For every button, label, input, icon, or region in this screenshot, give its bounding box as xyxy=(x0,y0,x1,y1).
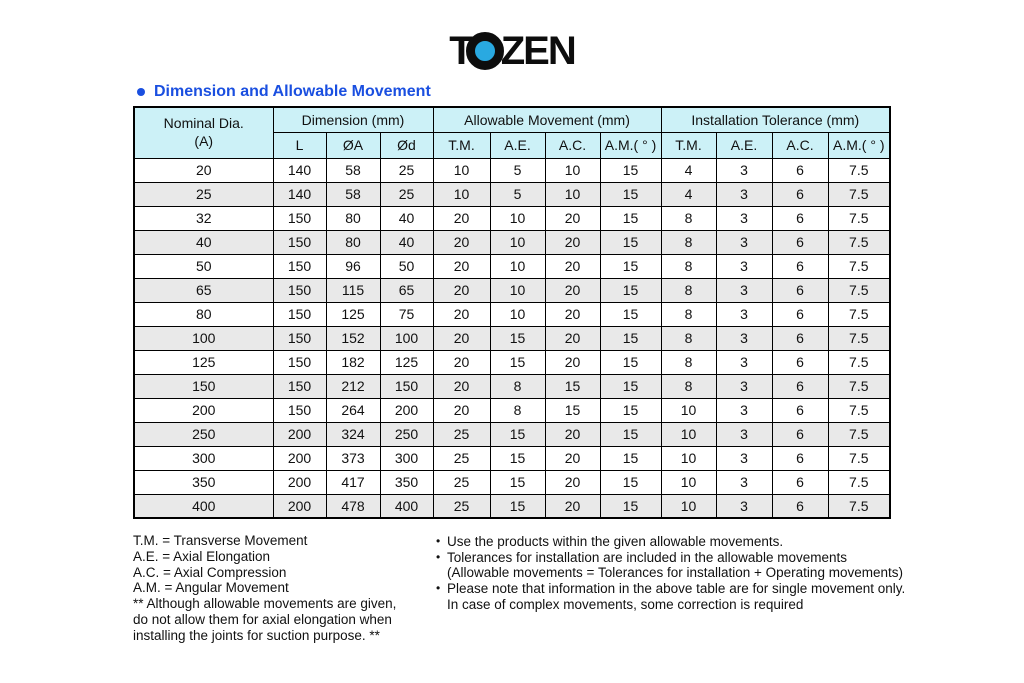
table-cell: 4 xyxy=(661,158,716,182)
table-cell: 20 xyxy=(545,494,600,518)
legend-line: A.C. = Axial Compression xyxy=(133,564,287,580)
table-row xyxy=(134,422,890,446)
legend-notes xyxy=(133,533,433,644)
table-cell: 6 xyxy=(772,374,828,398)
nominal-cell: 20 xyxy=(134,158,273,182)
table-cell: 6 xyxy=(772,350,828,374)
table-cell: 10 xyxy=(490,254,545,278)
table-cell: 152 xyxy=(326,326,380,350)
table-cell: 125 xyxy=(380,350,433,374)
table-row xyxy=(134,182,890,206)
table-cell: 3 xyxy=(716,326,772,350)
nominal-cell: 400 xyxy=(134,494,273,518)
table-cell: 40 xyxy=(380,206,433,230)
table-cell: 7.5 xyxy=(828,422,890,446)
table-cell: 15 xyxy=(600,254,661,278)
table-cell: 80 xyxy=(326,230,380,254)
table-cell: 140 xyxy=(273,158,326,182)
usage-text: Use the products within the given allowable movements. xyxy=(447,534,784,549)
table-cell: 20 xyxy=(545,206,600,230)
table-cell: 10 xyxy=(490,206,545,230)
table-cell: 7.5 xyxy=(828,206,890,230)
tozen-logo xyxy=(0,28,1024,74)
table-cell: 20 xyxy=(545,278,600,302)
table-cell: 20 xyxy=(433,278,490,302)
sub-header-cell: A.E. xyxy=(490,132,545,158)
legend-line: A.E. = Axial Elongation xyxy=(133,548,270,564)
usage-text: In case of complex movements, some correction is required xyxy=(447,596,804,612)
table-cell: 15 xyxy=(490,350,545,374)
table-row xyxy=(134,206,890,230)
table-cell: 100 xyxy=(380,326,433,350)
table-cell: 150 xyxy=(273,326,326,350)
table-row xyxy=(134,398,890,422)
sub-header-cell: T.M. xyxy=(433,132,490,158)
table-cell: 20 xyxy=(433,254,490,278)
table-cell: 20 xyxy=(433,302,490,326)
table-cell: 140 xyxy=(273,182,326,206)
sub-header-cell: A.E. xyxy=(716,132,772,158)
table-cell: 6 xyxy=(772,278,828,302)
table-cell: 7.5 xyxy=(828,446,890,470)
usage-text: (Allowable movements = Tolerances for installation + Operating movements) xyxy=(447,565,903,581)
table-cell: 58 xyxy=(326,158,380,182)
table-cell: 25 xyxy=(433,446,490,470)
col-header-nominal: Nominal Dia. (A) xyxy=(134,107,273,158)
nominal-cell: 250 xyxy=(134,422,273,446)
table-cell: 200 xyxy=(273,470,326,494)
table-cell: 20 xyxy=(433,206,490,230)
table-cell: 150 xyxy=(273,398,326,422)
table-cell: 15 xyxy=(600,494,661,518)
sub-header-cell: A.C. xyxy=(772,132,828,158)
table-cell: 25 xyxy=(380,158,433,182)
group-header-cell: Dimension (mm) xyxy=(273,107,433,132)
usage-notes xyxy=(436,534,996,613)
table-cell: 6 xyxy=(772,398,828,422)
table-cell: 15 xyxy=(600,398,661,422)
table-cell: 15 xyxy=(600,182,661,206)
table-cell: 4 xyxy=(661,182,716,206)
table-cell: 20 xyxy=(433,230,490,254)
table-cell: 8 xyxy=(490,398,545,422)
table-cell: 200 xyxy=(273,494,326,518)
table-cell: 10 xyxy=(433,182,490,206)
table-cell: 7.5 xyxy=(828,254,890,278)
table-cell: 25 xyxy=(433,494,490,518)
table-cell: 20 xyxy=(545,302,600,326)
legend-line: do not allow them for axial elongation when xyxy=(133,611,392,627)
table-cell: 3 xyxy=(716,494,772,518)
table-cell: 3 xyxy=(716,254,772,278)
table-cell: 7.5 xyxy=(828,470,890,494)
table-cell: 10 xyxy=(661,494,716,518)
table-cell: 8 xyxy=(661,302,716,326)
nominal-cell: 300 xyxy=(134,446,273,470)
table-cell: 7.5 xyxy=(828,182,890,206)
table-cell: 6 xyxy=(772,494,828,518)
nominal-cell: 65 xyxy=(134,278,273,302)
table-cell: 6 xyxy=(772,230,828,254)
table-cell: 10 xyxy=(545,182,600,206)
table-cell: 15 xyxy=(600,422,661,446)
usage-line xyxy=(436,534,996,550)
table-cell: 150 xyxy=(273,350,326,374)
table-cell: 478 xyxy=(326,494,380,518)
legend-line: installing the joints for suction purpose. ** xyxy=(133,627,380,643)
nominal-cell: 40 xyxy=(134,230,273,254)
table-cell: 7.5 xyxy=(828,326,890,350)
table-cell: 7.5 xyxy=(828,398,890,422)
table-cell: 8 xyxy=(661,254,716,278)
table-cell: 10 xyxy=(433,158,490,182)
table-cell: 7.5 xyxy=(828,494,890,518)
table-row xyxy=(134,470,890,494)
table-cell: 3 xyxy=(716,374,772,398)
table-cell: 182 xyxy=(326,350,380,374)
table-cell: 7.5 xyxy=(828,230,890,254)
table-cell: 58 xyxy=(326,182,380,206)
table-cell: 200 xyxy=(380,398,433,422)
logo-letter-t: T xyxy=(449,29,472,73)
nominal-cell: 100 xyxy=(134,326,273,350)
table-cell: 7.5 xyxy=(828,374,890,398)
sub-header-cell: A.M.( ° ) xyxy=(600,132,661,158)
table-cell: 50 xyxy=(380,254,433,278)
table-cell: 150 xyxy=(273,254,326,278)
sub-header-cell: L xyxy=(273,132,326,158)
table-cell: 10 xyxy=(490,278,545,302)
sub-header-cell: A.C. xyxy=(545,132,600,158)
table-cell: 25 xyxy=(433,470,490,494)
table-cell: 15 xyxy=(600,326,661,350)
table-cell: 6 xyxy=(772,206,828,230)
table-cell: 400 xyxy=(380,494,433,518)
table-cell: 8 xyxy=(490,374,545,398)
legend-line: ** Although allowable movements are given, xyxy=(133,596,397,612)
table-cell: 80 xyxy=(326,206,380,230)
table-cell: 15 xyxy=(490,470,545,494)
table-cell: 3 xyxy=(716,230,772,254)
table-cell: 6 xyxy=(772,302,828,326)
table-cell: 8 xyxy=(661,230,716,254)
table-cell: 6 xyxy=(772,422,828,446)
table-cell: 150 xyxy=(273,278,326,302)
section-title: Dimension and Allowable Movement xyxy=(154,83,431,100)
section-heading xyxy=(137,83,431,101)
table-cell: 15 xyxy=(600,158,661,182)
nominal-cell: 350 xyxy=(134,470,273,494)
table-cell: 25 xyxy=(380,182,433,206)
table-cell: 6 xyxy=(772,326,828,350)
table-cell: 3 xyxy=(716,446,772,470)
table-cell: 96 xyxy=(326,254,380,278)
table-cell: 3 xyxy=(716,470,772,494)
table-cell: 15 xyxy=(490,446,545,470)
table-cell: 150 xyxy=(273,230,326,254)
bullet-icon xyxy=(137,88,145,96)
table-cell: 125 xyxy=(326,302,380,326)
table-cell: 3 xyxy=(716,422,772,446)
table-cell: 3 xyxy=(716,206,772,230)
table-cell: 15 xyxy=(545,398,600,422)
table-cell: 324 xyxy=(326,422,380,446)
table-cell: 5 xyxy=(490,182,545,206)
sub-header-cell: Ød xyxy=(380,132,433,158)
table-cell: 212 xyxy=(326,374,380,398)
table-cell: 15 xyxy=(490,422,545,446)
table-cell: 20 xyxy=(545,422,600,446)
table-cell: 6 xyxy=(772,254,828,278)
table-cell: 15 xyxy=(600,446,661,470)
table-cell: 20 xyxy=(545,230,600,254)
table-cell: 8 xyxy=(661,374,716,398)
table-cell: 20 xyxy=(433,350,490,374)
table-cell: 15 xyxy=(600,230,661,254)
usage-text: Tolerances for installation are included in the allowable movements xyxy=(447,549,847,565)
table-cell: 20 xyxy=(545,350,600,374)
nominal-cell: 150 xyxy=(134,374,273,398)
table-body xyxy=(134,158,890,518)
usage-line xyxy=(436,597,996,613)
table-cell: 7.5 xyxy=(828,278,890,302)
sub-header-cell: A.M.( ° ) xyxy=(828,132,890,158)
table-row xyxy=(134,350,890,374)
table-cell: 3 xyxy=(716,398,772,422)
table-cell: 6 xyxy=(772,182,828,206)
sub-header-cell: ØA xyxy=(326,132,380,158)
table-cell: 20 xyxy=(545,470,600,494)
table-cell: 10 xyxy=(490,230,545,254)
table-header xyxy=(134,107,890,158)
table-cell: 115 xyxy=(326,278,380,302)
table-cell: 6 xyxy=(772,446,828,470)
bullet-icon: • xyxy=(436,581,441,596)
table-row xyxy=(134,158,890,182)
table-cell: 150 xyxy=(273,206,326,230)
table-cell: 5 xyxy=(490,158,545,182)
table-cell: 25 xyxy=(433,422,490,446)
table-cell: 10 xyxy=(545,158,600,182)
table-row xyxy=(134,302,890,326)
table-cell: 8 xyxy=(661,326,716,350)
table-cell: 40 xyxy=(380,230,433,254)
nominal-cell: 125 xyxy=(134,350,273,374)
table-cell: 3 xyxy=(716,278,772,302)
table-cell: 15 xyxy=(600,302,661,326)
table-row xyxy=(134,374,890,398)
group-header-cell: Installation Tolerance (mm) xyxy=(661,107,890,132)
table-cell: 3 xyxy=(716,182,772,206)
table-cell: 75 xyxy=(380,302,433,326)
bullet-icon: • xyxy=(436,534,441,548)
legend-line: T.M. = Transverse Movement xyxy=(133,533,308,548)
table-cell: 15 xyxy=(490,326,545,350)
table-cell: 150 xyxy=(273,302,326,326)
table-cell: 8 xyxy=(661,278,716,302)
table-cell: 373 xyxy=(326,446,380,470)
table-cell: 264 xyxy=(326,398,380,422)
nominal-cell: 25 xyxy=(134,182,273,206)
table-row xyxy=(134,446,890,470)
table-cell: 15 xyxy=(600,374,661,398)
table-cell: 20 xyxy=(545,326,600,350)
table-cell: 3 xyxy=(716,350,772,374)
table-cell: 20 xyxy=(545,254,600,278)
table-cell: 15 xyxy=(600,350,661,374)
legend-line: A.M. = Angular Movement xyxy=(133,580,289,596)
table-cell: 15 xyxy=(600,206,661,230)
table-cell: 10 xyxy=(490,302,545,326)
table-cell: 20 xyxy=(545,446,600,470)
bullet-icon: • xyxy=(436,549,441,564)
usage-line xyxy=(436,581,996,597)
table-cell: 65 xyxy=(380,278,433,302)
table-cell: 350 xyxy=(380,470,433,494)
table-cell: 10 xyxy=(661,422,716,446)
table-cell: 200 xyxy=(273,446,326,470)
logo-letters-zen: ZEN xyxy=(500,29,575,73)
table-cell: 15 xyxy=(600,470,661,494)
usage-text: Please note that information in the above table are for single movement only. xyxy=(447,581,906,597)
table-cell: 20 xyxy=(433,326,490,350)
table-cell: 10 xyxy=(661,446,716,470)
table-cell: 3 xyxy=(716,158,772,182)
table-cell: 150 xyxy=(273,374,326,398)
table-row xyxy=(134,230,890,254)
table-cell: 8 xyxy=(661,206,716,230)
table-cell: 20 xyxy=(433,398,490,422)
table-cell: 7.5 xyxy=(828,302,890,326)
table-cell: 200 xyxy=(273,422,326,446)
table-cell: 15 xyxy=(490,494,545,518)
table-cell: 3 xyxy=(716,302,772,326)
table-cell: 10 xyxy=(661,398,716,422)
table-row xyxy=(134,326,890,350)
nominal-cell: 50 xyxy=(134,254,273,278)
table-row xyxy=(134,494,890,518)
nominal-cell: 200 xyxy=(134,398,273,422)
table-cell: 6 xyxy=(772,158,828,182)
table-cell: 250 xyxy=(380,422,433,446)
sub-header-cell: T.M. xyxy=(661,132,716,158)
table-cell: 7.5 xyxy=(828,158,890,182)
dimension-table xyxy=(133,106,891,519)
table-row xyxy=(134,278,890,302)
table-cell: 20 xyxy=(433,374,490,398)
table-row xyxy=(134,254,890,278)
table-cell: 15 xyxy=(545,374,600,398)
table-cell: 7.5 xyxy=(828,350,890,374)
table-cell: 6 xyxy=(772,470,828,494)
usage-line xyxy=(436,550,996,566)
table-cell: 417 xyxy=(326,470,380,494)
group-header-cell: Allowable Movement (mm) xyxy=(433,107,661,132)
table-cell: 15 xyxy=(600,278,661,302)
table-cell: 8 xyxy=(661,350,716,374)
usage-line xyxy=(436,565,996,581)
nominal-cell: 80 xyxy=(134,302,273,326)
nominal-cell: 32 xyxy=(134,206,273,230)
table-cell: 10 xyxy=(661,470,716,494)
table-cell: 300 xyxy=(380,446,433,470)
table-cell: 150 xyxy=(380,374,433,398)
